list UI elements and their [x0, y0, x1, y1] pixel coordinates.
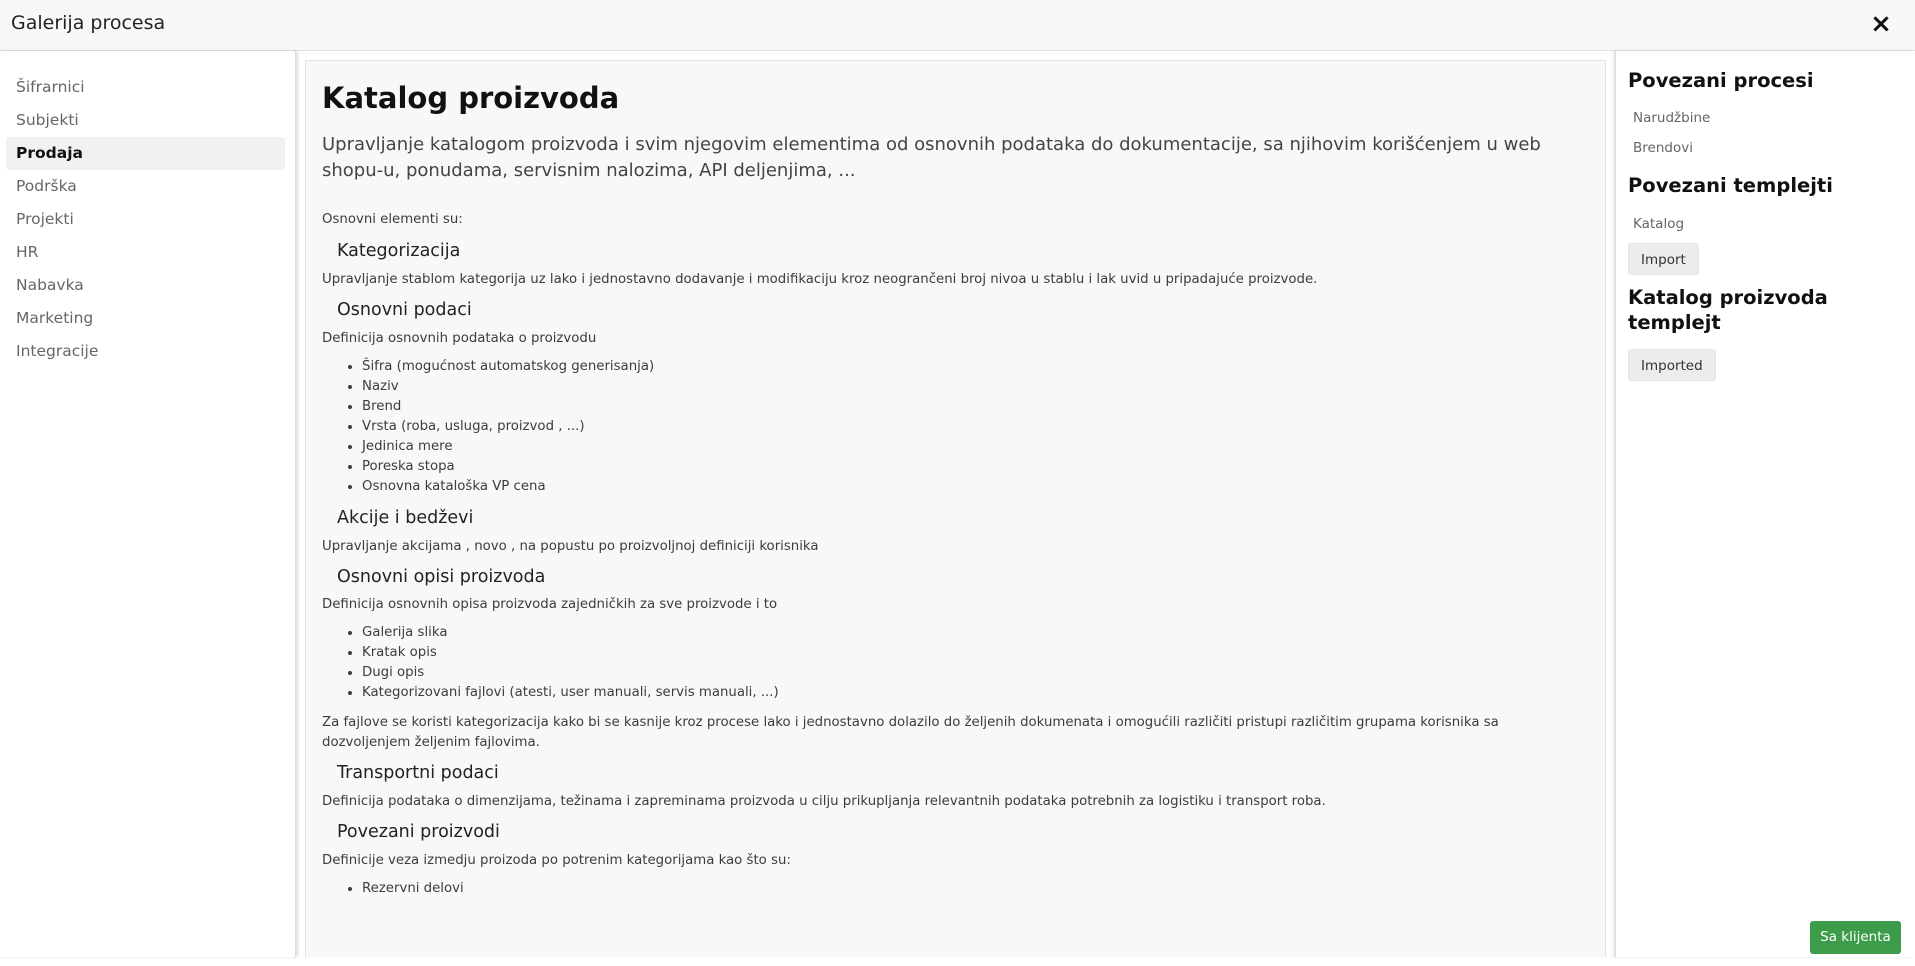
section-list: [322, 623, 1589, 703]
sidebar-item-hr[interactable]: HR: [16, 243, 39, 261]
section-heading: Povezani proizvodi: [337, 822, 500, 843]
process-title: Katalog proizvoda: [322, 81, 620, 115]
sidebar-item-podrska[interactable]: Podrška: [16, 177, 77, 195]
list-item: • Osnovna kataloška VP cena: [362, 477, 1589, 497]
related-templates-title: Povezani templejti: [1628, 174, 1833, 198]
section-heading: Kategorizacija: [337, 241, 461, 262]
section-text: Definicija osnovnih opisa proizvoda zajedničkih za sve proizvode i to: [322, 597, 778, 613]
list-item: • Šifra (mogućnost automatskog generisanja): [362, 357, 1589, 377]
list-item: • Galerija slika: [362, 623, 1589, 643]
header-bar: [0, 0, 1915, 51]
list-item: • Rezervni delovi: [362, 879, 1589, 899]
import-button[interactable]: Import: [1628, 243, 1699, 275]
section-text: Definicija podataka o dimenzijama, težinama i zapreminama proizvoda u cilju prikupljanja relevantnih podataka potrebnih za logistiku i transport roba.: [322, 794, 1326, 810]
list-item: • Kratak opis: [362, 643, 1589, 663]
process-lead: Upravljanje katalogom proizvoda i svim njegovim elementima od osnovnih podataka do dokumentacije, sa njihovim korišćenjem u web shopu-u, ponudama, servisnim nalozima, API deljenjima, ...: [322, 134, 1541, 182]
section-text: Definicija osnovnih podataka o proizvodu: [322, 330, 597, 346]
related-process-link[interactable]: Brendovi: [1633, 140, 1693, 157]
sidebar-item-nabavka[interactable]: Nabavka: [16, 276, 84, 294]
list-item: • Dugi opis: [362, 663, 1589, 683]
section-text: Upravljanje akcijama , novo , na popustu po proizvoljnoj definiciji korisnika: [322, 538, 819, 554]
section-text: Definicije veza izmedju proizoda po potrenim kategorijama kao što su:: [322, 852, 791, 868]
page-title: Galerija procesa: [11, 12, 166, 34]
sidebar: [0, 51, 296, 957]
list-item: • Naziv: [362, 377, 1589, 397]
imported-button[interactable]: Imported: [1628, 349, 1716, 381]
list-item: • Jedinica mere: [362, 437, 1589, 457]
sidebar-item-marketing[interactable]: Marketing: [16, 309, 94, 327]
template-title: Katalog proizvoda templejt: [1628, 285, 1828, 335]
related-process-link[interactable]: Narudžbine: [1633, 110, 1711, 127]
section-note: Za fajlove se koristi kategorizacija kako bi se kasnije kroz procese lako i jednostavno dolazilo do željenih dokumenata i omogućili različiti pristupi različitim grupama korisnika sa dozvoljenjem željenim fajlovima.: [322, 715, 1499, 751]
close-icon[interactable]: ×: [1870, 9, 1892, 39]
sa-klijenta-button[interactable]: Sa klijenta: [1810, 921, 1901, 954]
process-detail: [305, 60, 1606, 957]
list-item: • Brend: [362, 397, 1589, 417]
section-heading: Osnovni opisi proizvoda: [337, 566, 546, 587]
section-heading: Transportni podaci: [337, 763, 499, 784]
list-item: • Poreska stopa: [362, 457, 1589, 477]
list-item: • Kategorizovani fajlovi (atesti, user manuali, servis manuali, ...): [362, 683, 1589, 703]
sidebar-item-prodaja[interactable]: Prodaja: [6, 137, 285, 170]
section-text: Upravljanje stablom kategorija uz lako i jednostavno dodavanje i modifikaciju kroz neogrančeni broj nivoa u stablu i lak uvid u pripadajuće proizvode.: [322, 272, 1318, 288]
section-heading: Osnovni podaci: [337, 300, 472, 321]
sidebar-item-subjekti[interactable]: Subjekti: [16, 111, 79, 129]
related-template-link[interactable]: Katalog: [1633, 215, 1685, 232]
sidebar-item-integracije[interactable]: Integracije: [16, 342, 99, 360]
related-panel: [1615, 51, 1915, 957]
related-processes-title: Povezani procesi: [1628, 69, 1814, 92]
section-heading: Akcije i bedževi: [337, 507, 474, 528]
sidebar-item-sifrarnici[interactable]: Šifrarnici: [16, 78, 85, 96]
sidebar-item-projekti[interactable]: Projekti: [16, 210, 74, 228]
section-list: [322, 357, 1589, 497]
intro-text: Osnovni elementi su:: [322, 212, 463, 228]
list-item: • Vrsta (roba, usluga, proizvod , ...): [362, 417, 1589, 437]
section-list: [322, 879, 1589, 899]
